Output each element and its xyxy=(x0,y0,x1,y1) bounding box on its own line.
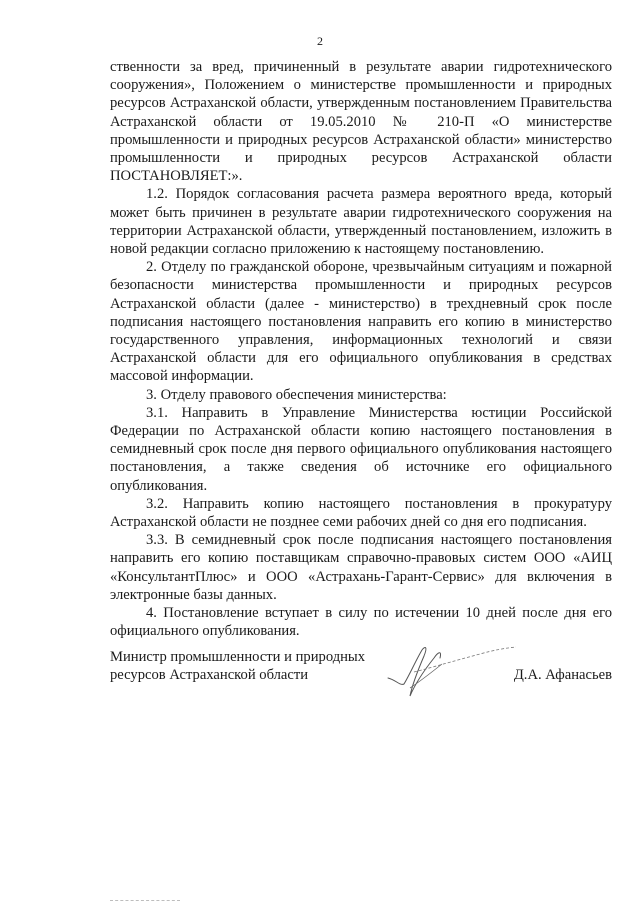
paragraph-3-2: 3.2. Направить копию настоящего постановления в прокуратуру Астраханской области не позднее семи рабочих дней со дня его подписания. xyxy=(110,495,612,531)
signature-block xyxy=(110,648,612,718)
paragraph-4: 4. Постановление вступает в силу по истечении 10 дней после дня его официального опубликования. xyxy=(110,605,612,640)
paragraph-1-2: 1.2. Порядок согласования расчета размера вероятного вреда, который может быть причинен в результате аварии гидротехнического сооружения на территории Астраханской области, утвержденный постановлением, изложить в новой редакции согласно приложению к настоящему постановлению. xyxy=(110,186,612,258)
paragraph-3: 3. Отделу правового обеспечения министерства: xyxy=(146,386,447,403)
paragraph-2: 2. Отделу по гражданской обороне, чрезвычайным ситуациям и пожарной безопасности министерства промышленности и природных ресурсов Астраханской области (далее - министерство) в трехдневный срок после подписания настоящего постановления направить его копию в министерство государственного управления, информационных технологий и связи Астраханской области для его официального опубликования в средствах массовой информации. xyxy=(110,259,612,385)
page-number: 2 xyxy=(317,34,323,48)
signer-title-line-1: Министр промышленности и природных xyxy=(110,649,366,665)
paragraph-continuation: ственности за вред, причиненный в результате аварии гидротехнического сооружения», Положением о министерстве промышленности и природных ресурсов Астраханской области, утвержденным постановлением Правительства Астраханской области от 19.05.2010 № 210-П «О министерстве промышленности и природных ресурсов Астраханской области» министерство промышленности и природных ресурсов Астраханской области ПОСТАНОВЛЯЕТ:». xyxy=(110,59,612,185)
signer-name: Д.А. Афанасьев xyxy=(513,667,612,683)
signer-title-line-2: ресурсов Астраханской области xyxy=(110,667,309,684)
scan-artifact-line xyxy=(110,898,180,901)
handwritten-signature xyxy=(370,638,520,708)
document-body xyxy=(110,58,612,641)
paragraph-3-1: 3.1. Направить в Управление Министерства юстиции Российской Федерации по Астраханской области копию настоящего постановления в семидневный срок после дня первого официального опубликования настоящего постановления, а также сведения об источнике его официального опубликования. xyxy=(110,404,612,494)
paragraph-3-3: 3.3. В семидневный срок после подписания настоящего постановления направить его копию поставщикам справочно-правовых систем ООО «АИЦ «КонсультантПлюс» и ООО «Астрахань-Гарант-Сервис» для включения в электронные базы данных. xyxy=(110,532,612,603)
signer-title xyxy=(110,648,390,684)
